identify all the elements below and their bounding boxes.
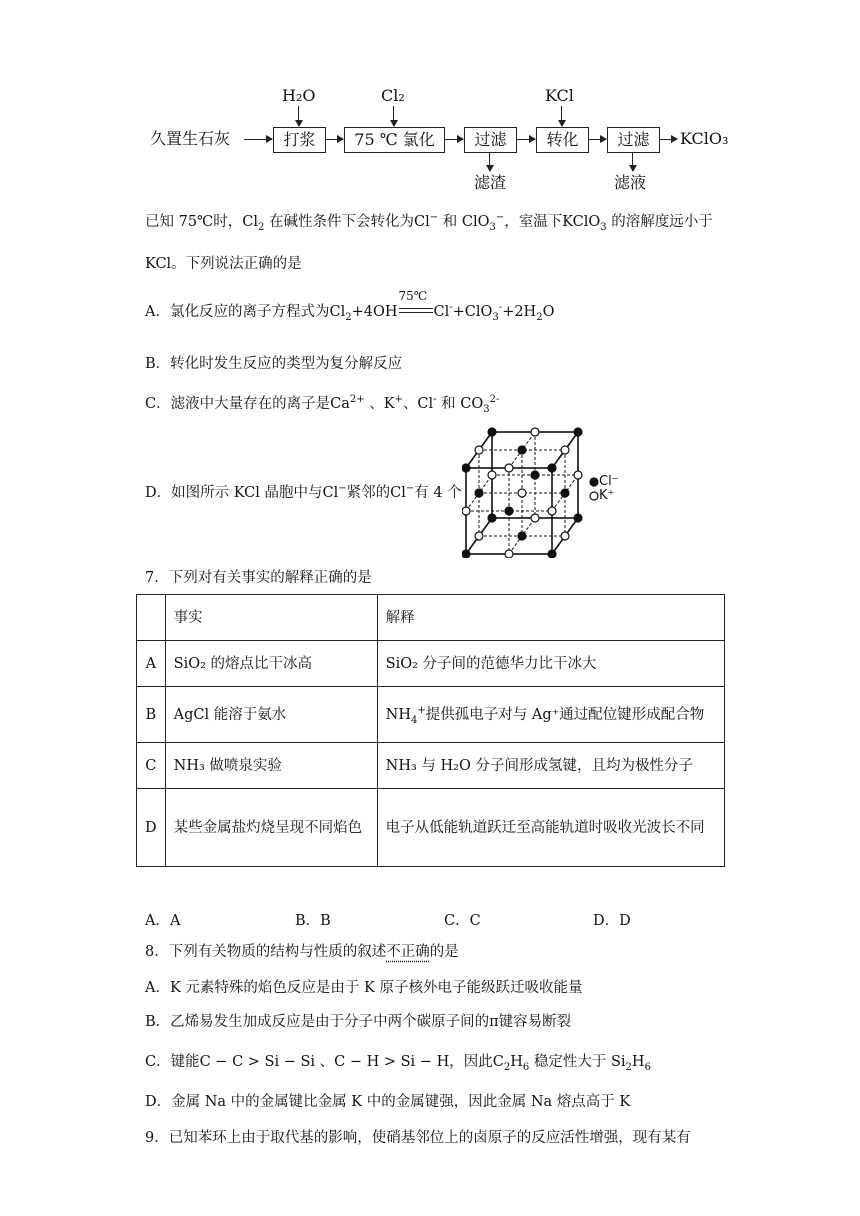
q6-option-b: B．转化时发生反应的类型为复分解反应: [145, 356, 403, 372]
flow-output-filtrate: 滤液: [614, 173, 647, 192]
legend-cl: Cl⁻: [599, 474, 619, 489]
table-row: B AgCl 能溶于氨水 $NH_4^+$提供孤电子对与 Ag⁺通过配位键形成配合物: [137, 687, 725, 743]
flow-arrow: [632, 153, 633, 171]
q7-choice-a: A．A: [145, 913, 181, 929]
legend-k: K⁺: [599, 488, 615, 503]
flow-step-4: 转化: [536, 127, 589, 153]
flow-arrow: [244, 139, 272, 140]
q8-option-d: D．金属 Na 中的金属键比金属 K 中的金属键强，因此金属 Na 熔点高于 K: [145, 1094, 631, 1110]
table-header-cell: [137, 595, 166, 641]
q7-stem: 7．下列对有关事实的解释正确的是: [145, 570, 372, 586]
q8-option-b: B．乙烯易发生加成反应是由于分子中两个碳原子间的π键容易断裂: [145, 1014, 572, 1030]
table-row: C NH₃ 做喷泉实验 NH₃ 与 H₂O 分子间形成氢键，且均为极性分子: [137, 743, 725, 789]
flow-arrow: [489, 153, 490, 171]
flow-input-water: H₂O: [282, 86, 316, 105]
flow-step-2: 75 ℃ 氯化: [344, 127, 445, 153]
q6-intro-line2: KCl。下列说法正确的是: [145, 256, 302, 272]
flow-product: KClO₃: [680, 129, 729, 148]
q8-option-a: A．K 元素特殊的焰色反应是由于 K 原子核外电子能级跃迁吸收能量: [145, 980, 583, 996]
flow-step-1: 打浆: [273, 127, 326, 153]
q8-option-c: C．键能C − C > Si − Si 、C − H > Si − H，因此$C_2H_6$ 稳定性大于 $Si_2H_6$: [145, 1054, 651, 1073]
q7-choice-c: C．C: [444, 913, 481, 929]
kcl-crystal-cell-figure: [462, 424, 622, 558]
q8-stem: 8．下列有关物质的结构与性质的叙述不正确的是: [145, 944, 459, 960]
q6-option-c: C．滤液中大量存在的离子是$Ca^{2+}$ 、K+、Cl- 和 $CO_3^{2-}$: [145, 394, 500, 415]
q6-option-a: A．氯化反应的离子方程式为$Cl_2+4OH$ 75℃ $Cl^-+ClO_3^-+2H_2O$: [145, 289, 555, 323]
flow-arrow: [326, 139, 343, 140]
table-header-cell: 事实: [165, 595, 377, 641]
flow-step-3: 过滤: [464, 127, 517, 153]
flow-arrow: [517, 139, 535, 140]
q7-table: [136, 594, 725, 867]
q7-choice-d: D．D: [593, 913, 631, 929]
q9-stem: 9．已知苯环上由于取代基的影响，使硝基邻位上的卤原子的反应活性增强，现有某有: [145, 1130, 691, 1146]
reaction-condition: 75℃: [399, 302, 433, 322]
flow-output-residue: 滤渣: [474, 173, 507, 192]
table-header-row: [137, 595, 725, 641]
emphasis-dots: 不正确: [386, 944, 430, 960]
flow-arrow: [393, 106, 394, 126]
flow-step-5: 过滤: [607, 127, 660, 153]
table-header-cell: 解释: [377, 595, 724, 641]
q7-choice-b: B．B: [295, 913, 331, 929]
flow-arrow: [660, 139, 677, 140]
q6-option-d: D．如图所示 KCl 晶胞中与Cl−紧邻的Cl−有 4 个: [145, 483, 462, 501]
flow-arrow: [298, 106, 299, 126]
flow-input-chlorine: Cl₂: [381, 86, 405, 105]
flow-start: 久置生石灰: [150, 129, 231, 148]
table-row: D 某些金属盐灼烧呈现不同焰色 电子从低能轨道跃迁至高能轨道时吸收光波长不同: [137, 789, 725, 867]
q6-intro-line1: 已知 75℃时，$Cl_2$ 在碱性条件下会转化为Cl− 和 ClO$_3$−，室温下KClO$_3$ 的溶解度远小于: [145, 212, 713, 233]
flow-input-kcl: KCl: [545, 86, 574, 105]
flow-arrow: [589, 139, 606, 140]
table-row: A SiO₂ 的熔点比干冰高 SiO₂ 分子间的范德华力比干冰大: [137, 641, 725, 687]
flow-arrow: [445, 139, 463, 140]
flow-arrow: [561, 106, 562, 126]
